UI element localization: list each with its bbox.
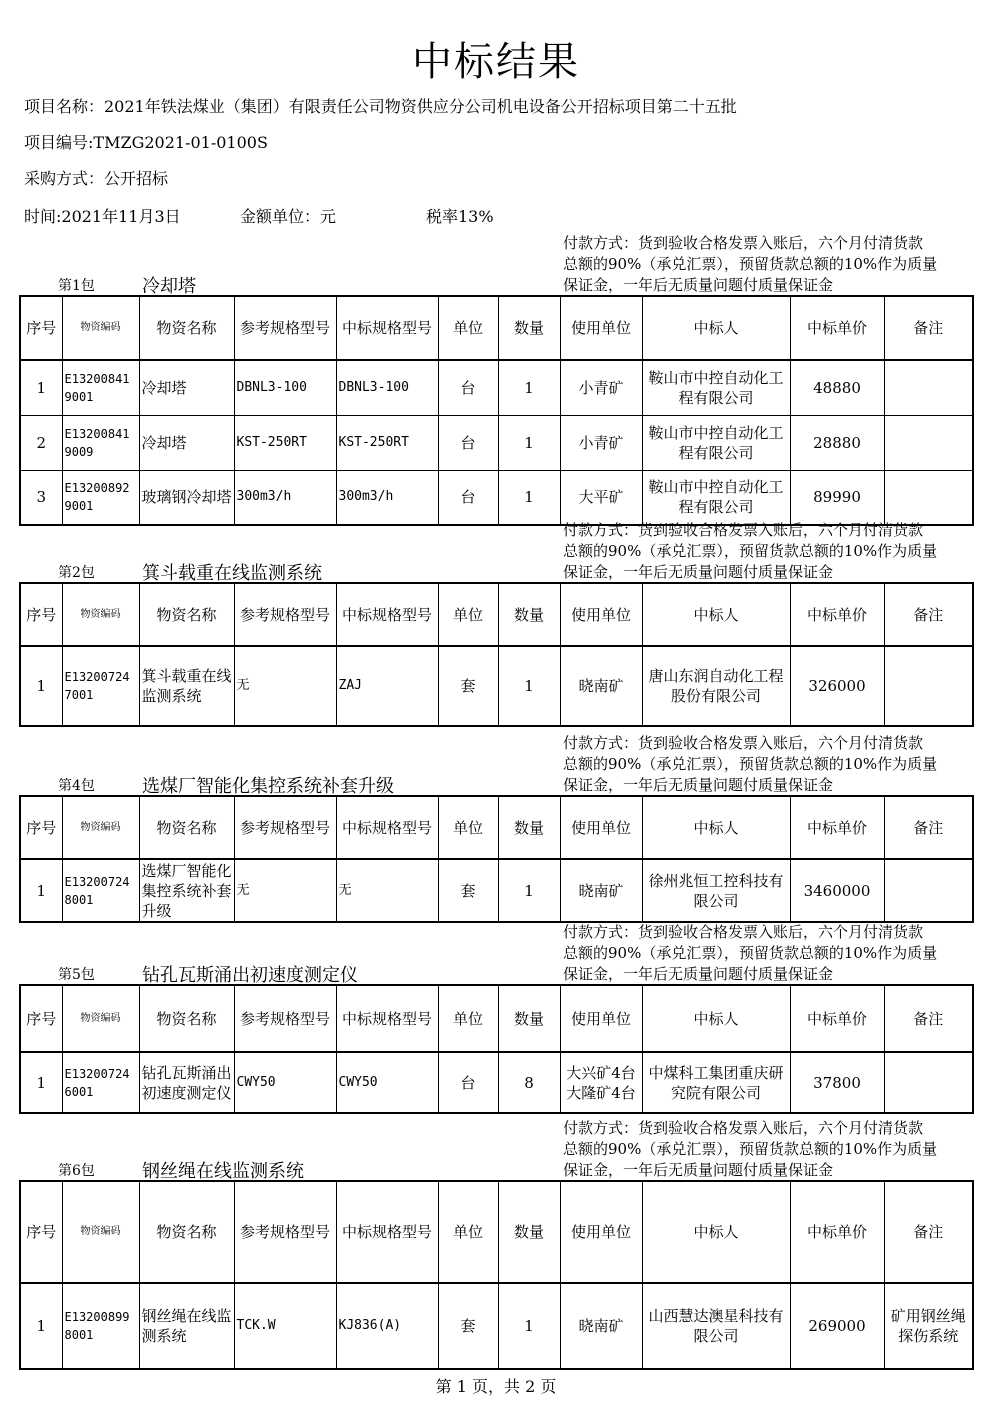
cell-qty: 1 [498,360,560,415]
cell-seq: 1 [20,360,62,415]
package-number: 第6包 [58,1163,95,1179]
cell-price: 89990 [790,470,884,525]
header-price: 中标单价 [790,796,884,859]
header-winner: 中标人 [642,296,790,360]
cell-ref-spec: TCK.W [234,1283,336,1369]
header-price: 中标单价 [790,296,884,360]
table-row [20,646,973,726]
cell-winner: 鞍山市中控自动化工程有限公司 [642,360,790,415]
cell-seq: 1 [20,1283,62,1369]
header-winner: 中标人 [642,583,790,646]
header-qty: 数量 [498,296,560,360]
cell-ref-spec: 无 [234,859,336,922]
header-code: 物资编码 [62,796,139,859]
payment-terms-line: 总额的90%（承兑汇票），预留货款总额的10%作为质量 [563,944,938,962]
header-qty: 数量 [498,1181,560,1283]
header-unit: 单位 [438,583,498,646]
header-seq: 序号 [20,796,62,859]
cell-price: 326000 [790,646,884,726]
header-qty: 数量 [498,985,560,1052]
header-price: 中标单价 [790,1181,884,1283]
cell-seq: 3 [20,470,62,525]
project-name: 项目名称：2021年铁法煤业（集团）有限责任公司物资供应分公司机电设备公开招标项目第二十五批 [24,97,737,116]
header-name: 物资名称 [139,296,234,360]
cell-winner: 山西慧达澳星科技有限公司 [642,1283,790,1369]
payment-terms-line: 付款方式：货到验收合格发票入账后，六个月付清货款 [563,734,924,752]
cell-price: 269000 [790,1283,884,1369]
document-title: 中标结果 [412,39,580,85]
bid-table [19,582,974,727]
package-number: 第2包 [58,565,95,581]
header-name: 物资名称 [139,985,234,1052]
table-row [20,859,973,922]
header-note: 备注 [884,296,973,360]
cell-name: 选煤厂智能化集控系统补套升级 [139,859,234,922]
header-note: 备注 [884,583,973,646]
package-name: 冷却塔 [142,276,196,297]
package-name: 钢丝绳在线监测系统 [142,1161,304,1182]
procurement-method: 采购方式：公开招标 [24,169,169,188]
package-number: 第4包 [58,778,95,794]
page-footer: 第 1 页，共 2 页 [435,1377,557,1396]
cell-unit: 套 [438,646,498,726]
header-code: 物资编码 [62,583,139,646]
payment-terms-line: 付款方式：货到验收合格发票入账后，六个月付清货款 [563,521,924,539]
header-name: 物资名称 [139,583,234,646]
cell-winner: 唐山东润自动化工程股份有限公司 [642,646,790,726]
header-bid-spec: 中标规格型号 [336,583,438,646]
payment-terms-line: 付款方式：货到验收合格发票入账后，六个月付清货款 [563,923,924,941]
bid-table [19,295,974,526]
header-user: 使用单位 [560,583,642,646]
header-code: 物资编码 [62,1181,139,1283]
header-bid-spec: 中标规格型号 [336,796,438,859]
cell-user: 晓南矿 [560,859,642,922]
table-header-row [20,296,973,360]
table-row [20,470,973,525]
payment-terms-line: 保证金，一年后无质量问题付质量保证金 [563,276,834,294]
cell-ref-spec: CWY50 [234,1052,336,1113]
cell-price: 37800 [790,1052,884,1113]
cell-note: 矿用钢丝绳探伤系统 [884,1283,973,1369]
header-winner: 中标人 [642,985,790,1052]
cell-code: E132007248001 [62,859,139,922]
cell-winner: 中煤科工集团重庆研究院有限公司 [642,1052,790,1113]
cell-ref-spec: 300m3/h [234,470,336,525]
header-note: 备注 [884,796,973,859]
cell-qty: 1 [498,1283,560,1369]
table-header-row [20,583,973,646]
header-unit: 单位 [438,796,498,859]
header-note: 备注 [884,1181,973,1283]
cell-qty: 1 [498,646,560,726]
header-ref-spec: 参考规格型号 [234,1181,336,1283]
cell-price: 28880 [790,415,884,470]
cell-note [884,360,973,415]
cell-price: 3460000 [790,859,884,922]
header-winner: 中标人 [642,796,790,859]
cell-unit: 套 [438,859,498,922]
cell-ref-spec: 无 [234,646,336,726]
header-bid-spec: 中标规格型号 [336,296,438,360]
bid-table [19,1180,974,1370]
header-unit: 单位 [438,985,498,1052]
cell-code: E132007247001 [62,646,139,726]
header-seq: 序号 [20,1181,62,1283]
payment-terms-line: 总额的90%（承兑汇票），预留货款总额的10%作为质量 [563,542,938,560]
cell-bid-spec: KJ836(A) [336,1283,438,1369]
cell-code: E132007246001 [62,1052,139,1113]
payment-terms [563,922,973,985]
cell-user: 晓南矿 [560,646,642,726]
cell-user: 大兴矿4台 大隆矿4台 [560,1052,642,1113]
cell-qty: 8 [498,1052,560,1113]
cell-bid-spec: 300m3/h [336,470,438,525]
cell-user: 小青矿 [560,360,642,415]
header-winner: 中标人 [642,1181,790,1283]
date-text: 时间:2021年11月3日 [24,207,181,226]
table-row [20,1052,973,1113]
package-number: 第1包 [58,278,95,294]
payment-terms-line: 总额的90%（承兑汇票），预留货款总额的10%作为质量 [563,1140,938,1158]
package-number: 第5包 [58,967,95,983]
cell-seq: 1 [20,859,62,922]
cell-note [884,646,973,726]
cell-note [884,1052,973,1113]
cell-name: 钻孔瓦斯涌出初速度测定仪 [139,1052,234,1113]
payment-terms-line: 总额的90%（承兑汇票），预留货款总额的10%作为质量 [563,255,938,273]
cell-note [884,859,973,922]
cell-user: 晓南矿 [560,1283,642,1369]
header-user: 使用单位 [560,296,642,360]
cell-bid-spec: DBNL3-100 [336,360,438,415]
header-price: 中标单价 [790,985,884,1052]
payment-terms [563,1118,973,1181]
cell-seq: 2 [20,415,62,470]
table-row [20,1283,973,1369]
header-unit: 单位 [438,1181,498,1283]
cell-code: E132008419009 [62,415,139,470]
cell-bid-spec: 无 [336,859,438,922]
payment-terms-line: 保证金，一年后无质量问题付质量保证金 [563,1161,834,1179]
cell-qty: 1 [498,415,560,470]
cell-bid-spec: KST-250RT [336,415,438,470]
header-unit: 单位 [438,296,498,360]
cell-note [884,415,973,470]
cell-bid-spec: CWY50 [336,1052,438,1113]
cell-name: 玻璃钢冷却塔 [139,470,234,525]
table-header-row [20,985,973,1052]
cell-unit: 台 [438,415,498,470]
cell-ref-spec: KST-250RT [234,415,336,470]
header-price: 中标单价 [790,583,884,646]
project-number: 项目编号:TMZG2021-01-0100S [24,133,268,152]
table-row [20,360,973,415]
cell-seq: 1 [20,646,62,726]
package-name: 钻孔瓦斯涌出初速度测定仪 [142,965,358,986]
cell-price: 48880 [790,360,884,415]
header-user: 使用单位 [560,985,642,1052]
cell-code: E132008998001 [62,1283,139,1369]
package-name: 箕斗载重在线监测系统 [142,563,322,584]
bid-table [19,795,974,923]
header-seq: 序号 [20,985,62,1052]
header-code: 物资编码 [62,296,139,360]
cell-unit: 套 [438,1283,498,1369]
header-name: 物资名称 [139,1181,234,1283]
cell-winner: 徐州兆恒工控科技有限公司 [642,859,790,922]
table-header-row [20,796,973,859]
payment-terms [563,733,973,796]
header-ref-spec: 参考规格型号 [234,985,336,1052]
header-ref-spec: 参考规格型号 [234,796,336,859]
cell-unit: 台 [438,360,498,415]
cell-note [884,470,973,525]
payment-terms [563,233,973,296]
payment-terms-line: 保证金，一年后无质量问题付质量保证金 [563,965,834,983]
cell-name: 冷却塔 [139,415,234,470]
bid-table [19,984,974,1114]
cell-qty: 1 [498,859,560,922]
cell-name: 钢丝绳在线监测系统 [139,1283,234,1369]
tax-rate: 税率13% [426,207,494,226]
payment-terms [563,520,973,583]
cell-unit: 台 [438,1052,498,1113]
header-name: 物资名称 [139,796,234,859]
header-ref-spec: 参考规格型号 [234,583,336,646]
package-name: 选煤厂智能化集控系统补套升级 [142,776,394,797]
payment-terms-line: 保证金，一年后无质量问题付质量保证金 [563,776,834,794]
cell-ref-spec: DBNL3-100 [234,360,336,415]
payment-terms-line: 总额的90%（承兑汇票），预留货款总额的10%作为质量 [563,755,938,773]
cell-name: 箕斗载重在线监测系统 [139,646,234,726]
cell-winner: 鞍山市中控自动化工程有限公司 [642,415,790,470]
cell-bid-spec: ZAJ [336,646,438,726]
header-ref-spec: 参考规格型号 [234,296,336,360]
cell-user: 小青矿 [560,415,642,470]
header-qty: 数量 [498,583,560,646]
cell-user: 大平矿 [560,470,642,525]
payment-terms-line: 保证金，一年后无质量问题付质量保证金 [563,563,834,581]
header-seq: 序号 [20,296,62,360]
header-note: 备注 [884,985,973,1052]
cell-name: 冷却塔 [139,360,234,415]
payment-terms-line: 付款方式：货到验收合格发票入账后，六个月付清货款 [563,1119,924,1137]
table-row [20,415,973,470]
header-qty: 数量 [498,796,560,859]
cell-seq: 1 [20,1052,62,1113]
header-user: 使用单位 [560,796,642,859]
header-bid-spec: 中标规格型号 [336,1181,438,1283]
table-header-row [20,1181,973,1283]
header-code: 物资编码 [62,985,139,1052]
cell-code: E132008929001 [62,470,139,525]
cell-winner: 鞍山市中控自动化工程有限公司 [642,470,790,525]
currency-unit: 金额单位：元 [240,207,337,226]
header-bid-spec: 中标规格型号 [336,985,438,1052]
header-seq: 序号 [20,583,62,646]
cell-qty: 1 [498,470,560,525]
cell-code: E132008419001 [62,360,139,415]
header-user: 使用单位 [560,1181,642,1283]
cell-unit: 台 [438,470,498,525]
payment-terms-line: 付款方式：货到验收合格发票入账后，六个月付清货款 [563,234,924,252]
